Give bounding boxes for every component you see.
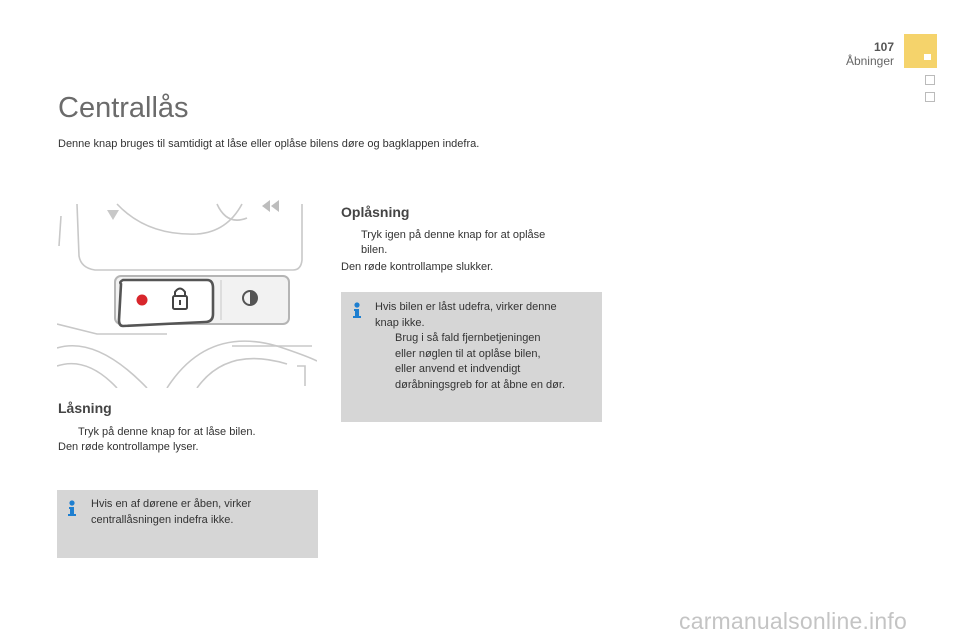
chapter-tab-box xyxy=(925,92,935,102)
note-line: Hvis bilen er låst udefra, virker denne xyxy=(375,301,557,313)
chapter-tab xyxy=(904,34,937,68)
section-name: Åbninger xyxy=(845,54,894,68)
central-lock-button-illustration xyxy=(57,196,317,388)
note-bullet-line: døråbningsgreb for at åbne en dør. xyxy=(395,378,565,391)
red-indicator-lamp xyxy=(137,295,148,306)
locking-note-text xyxy=(91,497,311,528)
locking-bullet xyxy=(58,425,318,440)
locking-bullet-text: Tryk på denne knap for at låse bilen. xyxy=(78,426,256,438)
note-bullet-line: eller nøglen til at oplåse bilen, xyxy=(395,347,541,360)
watermark: carmanualsonline.info xyxy=(679,608,907,634)
note-line: Hvis en af dørene er åben, virker xyxy=(91,498,252,510)
note-bullet-line: Brug i så fald fjernbetjeningen xyxy=(395,332,541,344)
unlocking-bullet-line: bilen. xyxy=(361,244,388,256)
chapter-tab-marker xyxy=(924,54,931,60)
unlocking-result: Den røde kontrollampe slukker. xyxy=(341,261,494,273)
info-icon xyxy=(64,499,80,517)
unlocking-heading: Oplåsning xyxy=(341,204,410,220)
unlocking-note-text xyxy=(375,300,597,393)
info-icon xyxy=(349,301,365,319)
page-title: Centrallås xyxy=(58,92,189,124)
note-bullet-line: eller anvend et indvendigt xyxy=(395,363,521,375)
note-line: centrallåsningen indefra ikke. xyxy=(91,513,234,526)
chapter-tab-box xyxy=(925,75,935,85)
intro-text: Denne knap bruges til samtidigt at låse eller oplåse bilens døre og bagklappen indefra. xyxy=(58,138,480,150)
locking-heading: Låsning xyxy=(58,400,112,416)
unlocking-bullet xyxy=(341,228,601,258)
locking-result: Den røde kontrollampe lyser. xyxy=(58,441,199,453)
page-number: 107 xyxy=(873,40,894,54)
unlocking-bullet-line: Tryk igen på denne knap for at oplåse xyxy=(361,229,546,241)
note-line: knap ikke. xyxy=(375,316,425,329)
